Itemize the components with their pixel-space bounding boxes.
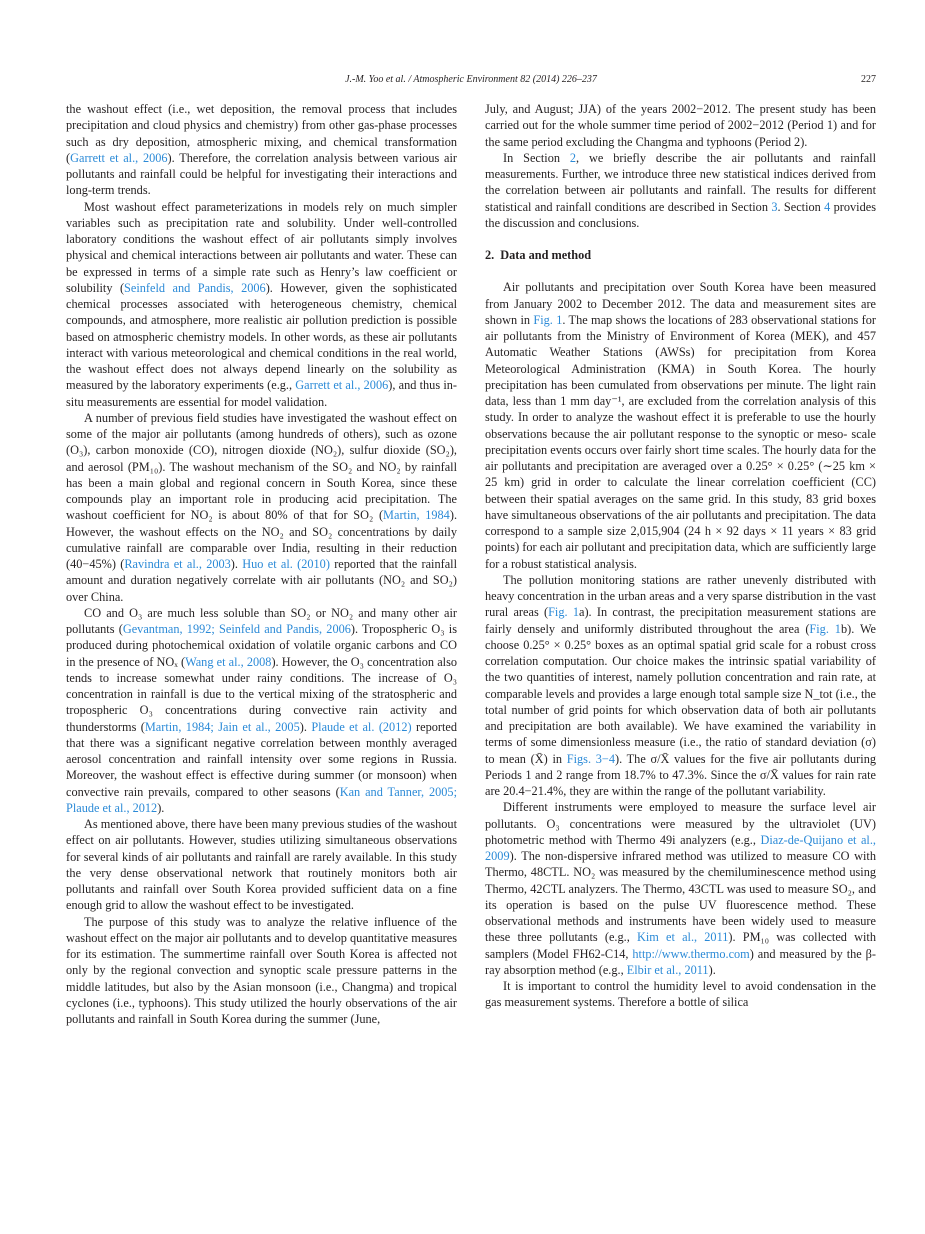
left-column [66,101,457,1027]
section-title: Data and method [500,248,592,262]
text-run: b). We choose 0.25° × 0.25° boxes as an optimal spatial grid scale for a robust cross correlation computation. Our choice makes the intrinsic spatial variability of the two quantities of interest, namely pollution concentration and rain rate, at comparable levels and provides a large enough total sample size N_tot (i.e., the total number of grid points for which observation data of both air pollutants and precipitation are both available). We have examined the variability in terms of some dimensionless measure (i.e., the ratio of standard deviation (σ) to mean (X̄) in [485,621,877,766]
citation-link[interactable]: 4 [824,199,831,214]
text-run: ). [157,800,165,815]
section-heading [485,247,876,263]
paragraph [66,101,457,199]
citation-link[interactable]: Fig. 1 [548,605,579,620]
paragraph [66,410,457,605]
citation-link[interactable]: Ravindra et al., 2003 [124,557,231,571]
right-column [485,101,876,1011]
text-run: In Section [503,150,570,165]
citation-link[interactable]: Kim et al., 2011 [636,930,729,945]
text-run: a). In contrast, the precipitation measurement stations are fairly densely and uniformly distributed throughout the area ( [485,605,876,636]
text-run: ). Therefore, the correlation analysis between various air pollutants and rainfall could be helpful for investigating their interactions and long-term trends. [66,150,457,198]
text-run: The purpose of this study was to analyze the relative influence of the washout effect on the major air pollutants and to develop quantitative measures for its estimation. The summertime rainfall over South Korea is affected not only by the regional convection and synoptic scale pressure patterns in the middle latitudes, but also by the Asian monsoon (i.e., Changma) and tropical cyclones (i.e., typhoons). This study utilized the hourly observations of the air pollutants and rainfall in South Korea during the summer (June, [66,914,457,1026]
text-run: It is important to control the humidity level to avoid condensation in the gas measurement systems. Therefore a bottle of silica [485,979,876,1010]
paragraph [485,978,876,1011]
text-run: Air pollutants and precipitation over South Korea have been measured from January 2002 to December 2012. The data and measurement sites are shown in [485,280,876,327]
paragraph [66,816,457,914]
citation-link[interactable]: Figs. 3−4 [566,751,615,766]
text-run: ). However, the O₃ concentration also tends to increase somewhat under rainy conditions. The increase of O₃ concentration in rainfall is due to the vertical mixing of the stratospheric and tropospheric O₃ concentrations during convective rain activity and thunderstorms ( [66,654,458,734]
citation-link[interactable]: Fig. 1 [533,312,563,327]
text-run: the washout effect (i.e., wet deposition, the removal process that includes precipitation and cloud physics and chemistry) from other gas-phase processes such as dry deposition, atmospheric mixing, and chemical transformation ( [66,102,457,165]
text-run: ) and measured by the β-ray absorption method (e.g., [485,946,876,977]
page-number: 227 [861,74,876,85]
text-run: ). [708,962,716,977]
citation-link[interactable]: Seinfeld and Pandis, 2006 [124,280,266,295]
text-run: . The map shows the locations of 283 observational stations for air pollutants from the Ministry of Environment of Korea (MEK), and 457 Automatic Weather Stations (AWSs) for precipitation from Korea Meteorological Administration (KMA) in South Korea. The hourly precipitation has been cumulated from observations per minute. The light rain data, less than 1 mm day⁻¹, are excluded from the correlation analysis of this study. In order to analyze the washout effect it is preferable to use the hourly observations because the air pollutant response to the synoptic or meso- scale precipitation events occurs over fairly short time scales. The hourly data for the air pollutants and precipitation are averaged over a 0.25° × 0.25° (∼25 km × 25 km) grid in order to calculate the linear correlation coefficient (CC) between their spatial averages on the same grid. In this study, 83 grid boxes have simultaneous observations of the air pollutants and precipitation. The data correspond to a sample size 2,015,904 (24 h × 92 days × 11 years × 83 grid points) for each air pollutant and precipitation data, which are sufficiently large for a robust statistical analysis. [485,312,876,571]
citation-link[interactable]: Elbir et al., 2011 [626,962,709,977]
citation-link[interactable]: http://www.thermo.com [632,946,750,961]
journal-citation: J.-M. Yoo et al. / Atmospheric Environment 82 (2014) 226–237 [345,74,597,85]
text-run: ). However, the washout effects on the NO₂ and SO₂ concentrations by daily cumulative rainfall are comparable over India, resulting in their reduction (40−45%) ( [66,508,458,571]
text-run: As mentioned above, there have been many previous studies of the washout effect on air pollutants. However, studies utilizing simultaneous observations for several kinds of air pollutants and rainfall are rarely available. In this study the very dense observational network that routinely monitors both air pollutants and rainfall over South Korea provided sufficient data on a fine enough grid to allow the washout effect to be investigated. [66,817,457,913]
paragraph [485,799,876,978]
citation-link[interactable]: Gevantman, 1992; Seinfeld and Pandis, 2006 [122,622,351,636]
citation-link[interactable]: Garrett et al., 2006 [295,378,389,393]
text-run: ). Tropospheric O₃ is produced during photochemical oxidation of volatile organic carbons and CO in the presence of NOₓ ( [66,622,457,669]
citation-link[interactable]: Martin, 1984; Jain et al., 2005 [144,719,300,734]
text-run: reported that there was a significant negative correlation between monthly averaged aerosol concentration and rainfall intensity over some regions in Russia. Moreover, the washout effect is effective during summer (or monsoon) when convective rain prevails, compared to other seasons ( [66,719,457,799]
paragraph [485,572,876,800]
text-run: Most washout effect parameterizations in models rely on much simpler variables such as precipitation rate and solubility. Under well-controlled laboratory conditions the washout effect of air pollutants simply involves physical and chemical interactions between air pollutants and water. These can be expressed in terms of a simple rate such as Henry’s law coefficient or solubility ( [66,199,457,295]
text-run: provides the discussion and conclusions. [485,199,876,230]
citation-link[interactable]: Huo et al. (2010) [242,557,330,571]
citation-link[interactable]: Diaz-de-Quijano et al., 2009 [485,832,877,863]
citation-link[interactable]: Wang et al., 2008 [185,654,272,669]
citation-link[interactable]: 2 [569,150,577,165]
text-run: ). The σ/X̄ values for the five air pollutants during Periods 1 and 2 range from 18.7% to 47.3%. Since the σ/X̄ values for rain rate are 20.4−21.4%, they are within the range of the pollutant variability. [485,751,876,798]
citation-link[interactable]: Garrett et al., 2006 [70,150,168,165]
text-run: The pollution monitoring stations are rather unevenly distributed with heavy concentration in the urban areas and a very sparse distribution in the vast rural areas ( [485,572,876,620]
paragraph [485,279,876,572]
paragraph [66,199,457,410]
text-run: CO and O₃ are much less soluble than SO₂ or NO₂ and many other air pollutants ( [66,605,457,636]
section-number: 2. [485,248,495,262]
paragraph [66,914,457,1028]
paragraph [485,101,876,150]
text-run: Different instruments were employed to measure the surface level air pollutants. O₃ concentrations were measured by the ultraviolet (UV) photometric method with Thermo 49i analyzers (e.g., [485,800,876,847]
text-run: July, and August; JJA) of the years 2002−2012. The present study has been carried out for the whole summer time period of 2002−2012 (Period 1) and for the same period excluding the Changma and typhoons (Period 2). [485,102,876,149]
citation-link[interactable]: Kan and Tanner, 2005; Plaude et al., 2012 [66,784,457,815]
text-run: ), and thus in-situ measurements are essential for model validation. [66,378,457,409]
citation-link[interactable]: 3 [771,199,778,214]
text-run: A number of previous field studies have investigated the washout effect on some of the major air pollutants (among hundreds of others), such as ozone (O₃), carbon monoxide (CO), nitrogen dioxide (NO₂), sulfur dioxide (SO₂), and aerosol (PM₁₀). The washout mechanism of the SO₂ and NO₂ by rainfall has been a main global and regional concern in South Korea, since these compounds play an important role in producing acid precipitation. The washout coefficient for NO₂ is about 80% of that for SO₂ ( [66,410,457,523]
citation-link[interactable]: Martin, 1984 [383,508,450,523]
text-run: ). [230,557,243,571]
text-run: ). PM₁₀ was collected with samplers (Model FH62-C14, [485,930,876,961]
text-run: ). [299,719,312,734]
paragraph [485,150,876,231]
text-run: . Section [777,199,825,214]
paragraph [66,605,457,816]
text-run: ). The non-dispersive infrared method was utilized to measure CO with Thermo, 48CTL. NO₂ was measured by the chemiluminescence method using Thermo, 42CTL analyzers. The Thermo, 43CTL was used to measure SO₂, and its operation is based on the pulse UV fluorescence method. These observational methods and instruments have been widely used to measure these three pollutants (e.g., [485,849,876,945]
running-header [66,73,876,87]
text-run: ). However, given the sophisticated chemical processes associated with heterogeneous chemistry, chemical compounds, and atmosphere, more realistic air pollution prediction is possible based on atmospheric chemistry models. In other words, as these air pollutants interact with various meteorological and chemical conditions in the real world, the washout effect does not always depend linearly on the solubility as measured by the laboratory experiments (e.g., [66,280,457,393]
text-run: , we briefly describe the air pollutants and rainfall measurements. Further, we introduce three new statistical indices derived from the correlation between air pollutants and rainfall. The results for different statistical and rainfall conditions are described in Section [485,150,876,214]
citation-link[interactable]: Fig. 1 [809,621,841,636]
text-run: reported that the rainfall amount and duration negatively correlate with air pollutants (NO₂ and SO₂) over China. [66,557,458,604]
citation-link[interactable]: Plaude et al. (2012) [311,719,412,734]
